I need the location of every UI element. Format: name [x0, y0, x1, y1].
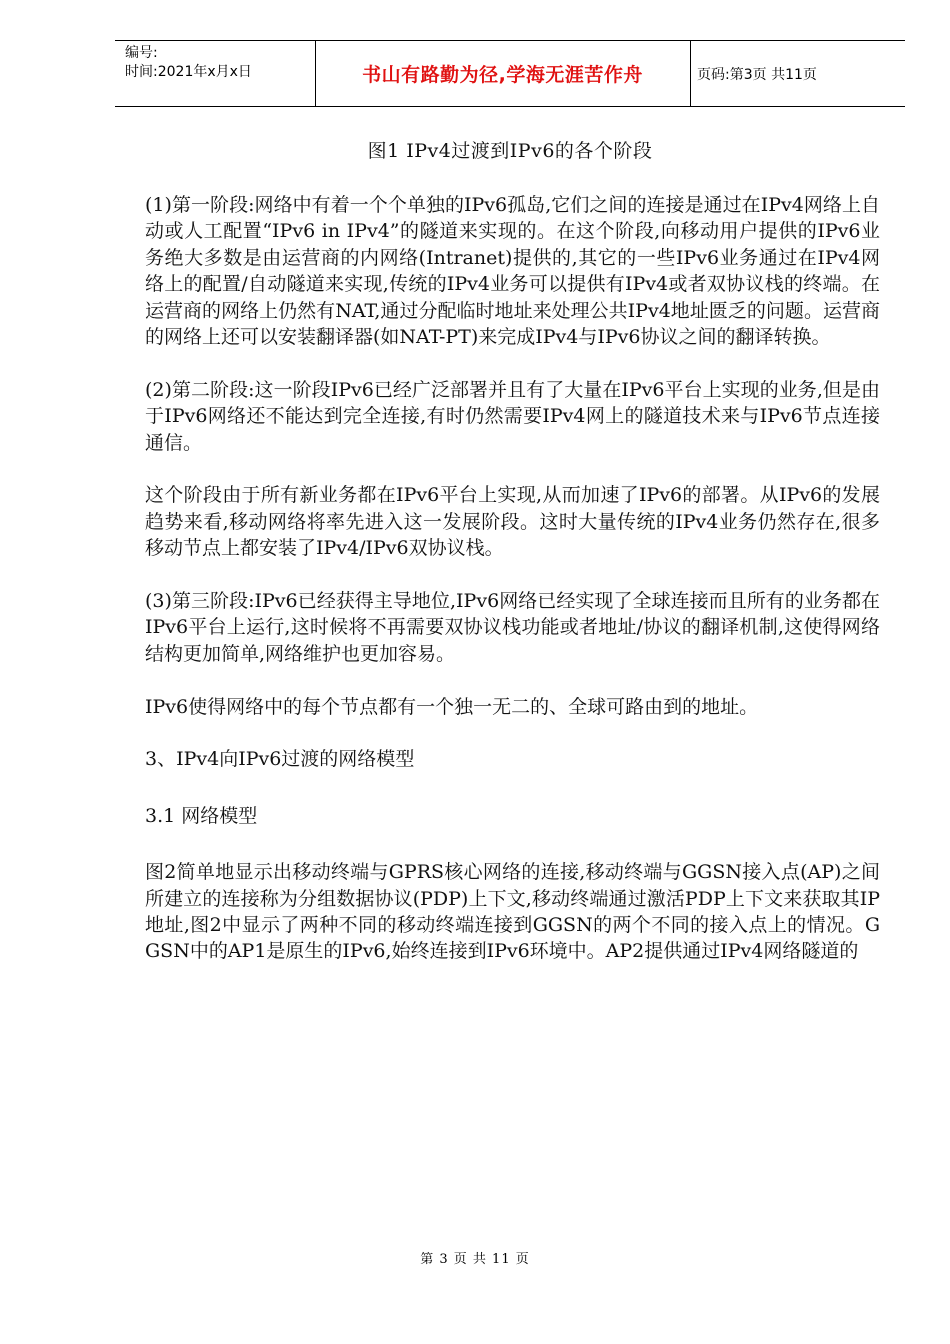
document-body [145, 192, 880, 965]
header-page-label: 页码:第3页 共11页 [697, 66, 817, 83]
paragraph-stage-2: (2)第二阶段:这一阶段IPv6已经广泛部署并且有了大量在IPv6平台上实现的业务,但是由于IPv6网络还不能达到完全连接,有时仍然需要IPv4网上的隧道技术来与IPv6节点连接通信。 [145, 378, 880, 454]
paragraph-stage-2-detail: 这个阶段由于所有新业务都在IPv6平台上实现,从而加速了IPv6的部署。从IPv6的发展趋势来看,移动网络将率先进入这一发展阶段。这时大量传统的IPv4业务仍然存在,很多移动节点上都安装了IPv4/IPv6双协议栈。 [145, 484, 880, 560]
header-meta [125, 44, 252, 82]
section-heading: 3、IPv4向IPv6过渡的网络模型 [145, 748, 415, 771]
header-divider-right [690, 40, 691, 107]
header-time-label: 时间:2021年x月x日 [125, 64, 252, 80]
paragraph-ipv6-address: IPv6使得网络中的每个节点都有一个独一无二的、全球可路由到的地址。 [145, 695, 759, 718]
subsection-heading: 3.1 网络模型 [145, 804, 258, 827]
paragraph-stage-3: (3)第三阶段:IPv6已经获得主导地位,IPv6网络已经实现了全球连接而且所有的业务都在IPv6平台上运行,这时候将不再需要双协议栈功能或者地址/协议的翻译机制,这使得网络结构更加简单,网络维护也更加容易。 [145, 590, 880, 665]
header-motto: 书山有路勤为径,学海无涯苦作舟 [362, 64, 643, 86]
header-number-label: 编号: [125, 45, 158, 61]
paragraph-network-model: 图2简单地显示出移动终端与GPRS核心网络的连接,移动终端与GGSN接入点(AP)之间所建立的连接称为分组数据协议(PDP)上下文,移动终端通过激活PDP上下文来获取其IP地址,图2中显示了两种不同的移动终端连接到GGSN的两个不同的接入点上的情况。GGSN中的AP1是原生的IPv6,始终连接到IPv6环境中。AP2提供通过IPv4网络隧道的 [145, 861, 880, 963]
figure-caption: 图1 IPv4过渡到IPv6的各个阶段 [367, 140, 653, 162]
page-footer: 第 3 页 共 11 页 [420, 1252, 530, 1267]
paragraph-stage-1: (1)第一阶段:网络中有着一个个单独的IPv6孤岛,它们之间的连接是通过在IPv4网络上自动或人工配置“IPv6 in IPv4”的隧道来实现的。在这个阶段,向移动用户提供的IPv6业务绝大多数是由运营商的内网络(Intranet)提供的,其它的一些IPv6业务通过在IPv4网络上的配置/自动隧道来实现,传统的IPv4业务可以提供有IPv4或者双协议栈的终端。在运营商的网络上仍然有NAT,通过分配临时地址来处理公共IPv4地址匮乏的问题。运营商的网络上还可以安装翻译器(如NAT-PT)来完成IPv4与IPv6协议之间的翻译转换。 [145, 194, 880, 349]
page-header [115, 40, 905, 107]
